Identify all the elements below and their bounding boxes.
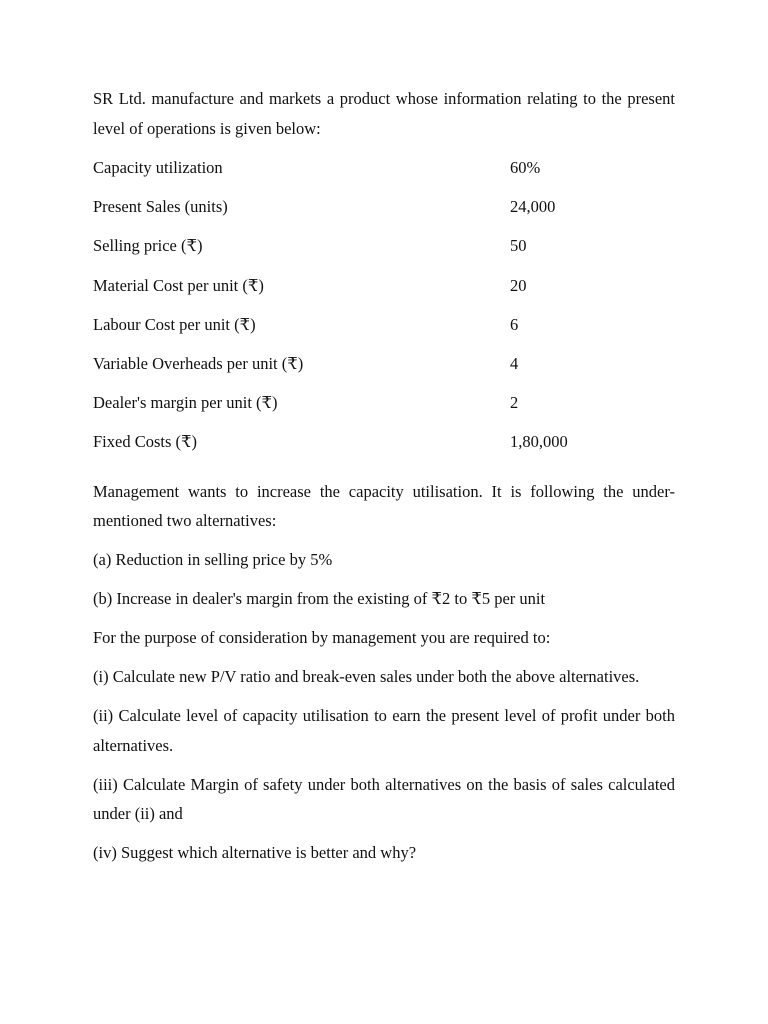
row-label: Present Sales (units): [93, 197, 228, 217]
alternative-a: (a) Reduction in selling price by 5%: [93, 550, 333, 569]
table-row: [93, 427, 675, 466]
requirement-iv: (iv) Suggest which alternative is better and why?: [93, 843, 417, 862]
requirement-ii: (ii) Calculate level of capacity utilisation to earn the present level of profit under both alternatives.: [93, 706, 675, 755]
row-label: Dealer's margin per unit (₹): [93, 393, 278, 413]
row-label: Labour Cost per unit (₹): [93, 314, 256, 334]
purpose-paragraph: For the purpose of consideration by management you are required to:: [93, 628, 551, 647]
table-row: [93, 388, 675, 427]
row-value: 6: [510, 314, 519, 334]
alternative-b: (b) Increase in dealer's margin from the existing of ₹2 to ₹5 per unit: [93, 589, 546, 608]
table-row: [93, 310, 675, 349]
row-value: 24,000: [510, 197, 556, 217]
table-row: [93, 192, 675, 231]
row-value: 50: [510, 236, 527, 256]
management-paragraph: Management wants to increase the capacity utilisation. It is following the under-mentioned two alternatives:: [93, 481, 675, 530]
table-row: [93, 349, 675, 388]
requirement-iii: (iii) Calculate Margin of safety under both alternatives on the basis of sales calculated under (ii) and: [93, 774, 675, 823]
row-label: Selling price (₹): [93, 236, 203, 256]
row-value: 1,80,000: [510, 432, 568, 452]
table-row: [93, 271, 675, 310]
operations-table: [93, 153, 675, 467]
row-label: Capacity utilization: [93, 158, 223, 177]
row-label: Fixed Costs (₹): [93, 432, 198, 452]
row-value: 20: [510, 275, 527, 295]
document-page: [93, 84, 675, 868]
row-label: Variable Overheads per unit (₹): [93, 353, 304, 373]
intro-paragraph: SR Ltd. manufacture and markets a product whose information relating to the present level of operations is given below:: [93, 89, 675, 138]
row-value: 2: [510, 393, 519, 413]
row-label: Material Cost per unit (₹): [93, 275, 264, 295]
requirement-i: (i) Calculate new P/V ratio and break-even sales under both the above alternatives.: [93, 667, 640, 686]
table-row: [93, 153, 675, 192]
row-value: 4: [510, 353, 519, 373]
table-row: [93, 231, 675, 270]
row-value: 60%: [510, 158, 541, 177]
